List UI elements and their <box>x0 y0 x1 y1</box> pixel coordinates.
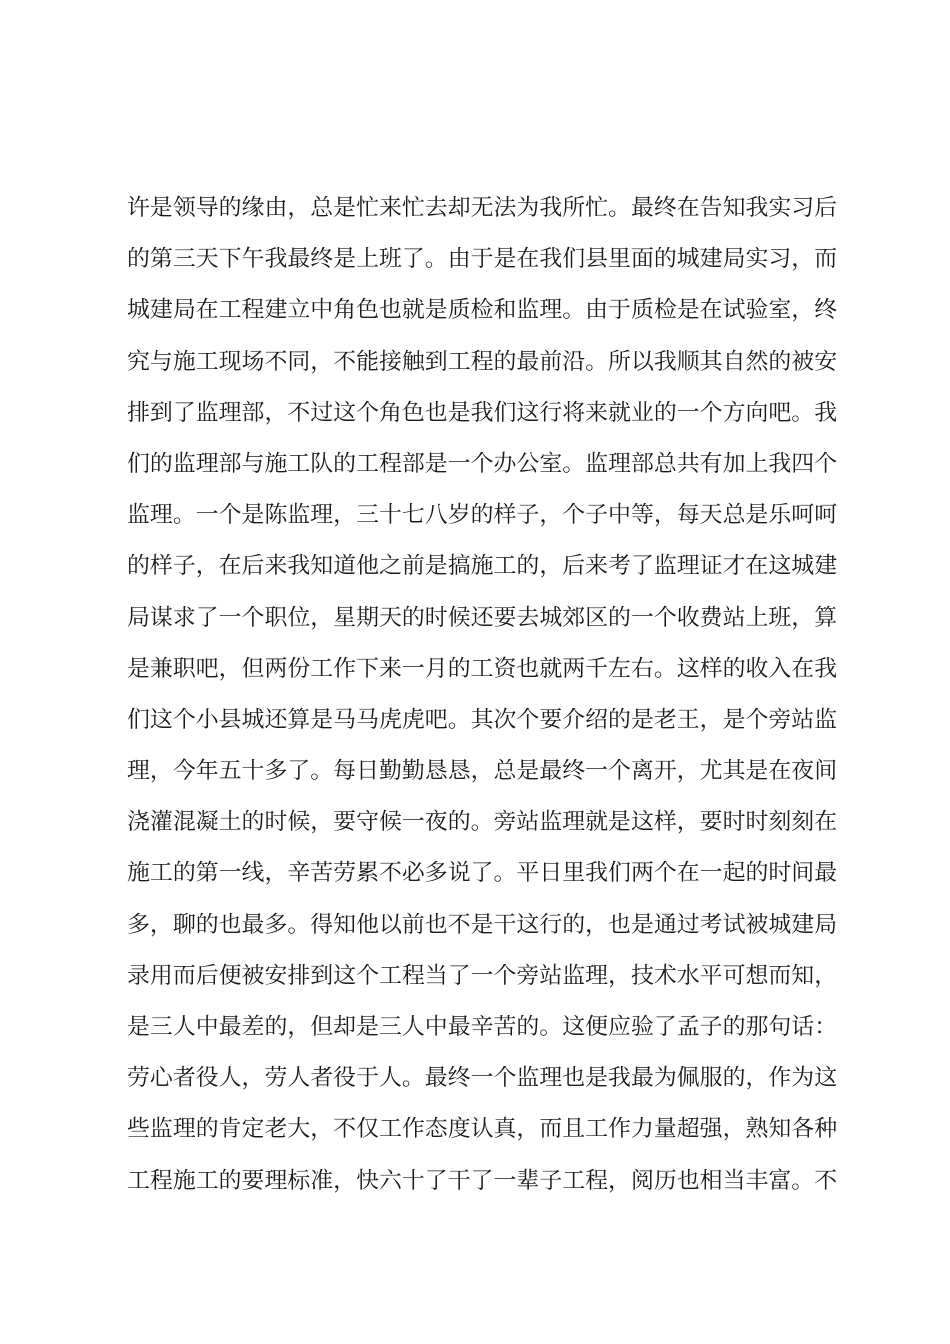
text-line: 城建局在工程建立中角色也就是质检和监理。由于质检是在试验室，终 <box>127 297 838 324</box>
text-line: 些监理的肯定老大，不仅工作态度认真，而且工作力量超强，熟知各种 <box>127 1116 838 1143</box>
body-text <box>127 186 837 1210</box>
text-line: 录用而后便被安排到这个工程当了一个旁站监理，技术水平可想而知， <box>127 962 838 989</box>
text-line: 许是领导的缘由，总是忙来忙去却无法为我所忙。最终在告知我实习后 <box>127 195 838 221</box>
text-line: 们的监理部与施工队的工程部是一个办公室。监理部总共有加上我四个 <box>127 450 838 477</box>
text-line: 多，聊的也最多。得知他以前也不是干这行的，也是通过考试被城建局 <box>127 911 838 938</box>
text-line: 的样子，在后来我知道他之前是搞施工的，后来考了监理证才在这城建 <box>127 553 838 580</box>
text-line: 理，今年五十多了。每日勤勤恳恳，总是最终一个离开，尤其是在夜间 <box>127 758 838 785</box>
text-line: 工程施工的要理标准，快六十了干了一辈子工程，阅历也相当丰富。不 <box>127 1167 838 1194</box>
text-line: 浇灌混凝土的时候，要守候一夜的。旁站监理就是这样，要时时刻刻在 <box>127 809 838 836</box>
text-line: 施工的第一线，辛苦劳累不必多说了。平日里我们两个在一起的时间最 <box>127 860 838 887</box>
text-line: 是兼职吧，但两份工作下来一月的工资也就两千左右。这样的收入在我 <box>127 655 838 682</box>
text-line: 是三人中最差的，但却是三人中最辛苦的。这便应验了孟子的那句话： <box>127 1014 838 1040</box>
text-line: 局谋求了一个职位，星期天的时候还要去城郊区的一个收费站上班，算 <box>127 604 838 631</box>
text-line: 的第三天下午我最终是上班了。由于是在我们县里面的城建局实习，而 <box>127 246 838 273</box>
text-line: 劳心者役人，劳人者役于人。最终一个监理也是我最为佩服的，作为这 <box>127 1065 838 1092</box>
text-line: 监理。一个是陈监理，三十七八岁的样子，个子中等，每天总是乐呵呵 <box>127 502 838 529</box>
text-line: 究与施工现场不同，不能接触到工程的最前沿。所以我顺其自然的被安 <box>127 348 838 375</box>
text-line: 排到了监理部，不过这个角色也是我们这行将来就业的一个方向吧。我 <box>127 399 838 426</box>
text-line: 们这个小县城还算是马马虎虎吧。其次个要介绍的是老王，是个旁站监 <box>127 706 838 733</box>
